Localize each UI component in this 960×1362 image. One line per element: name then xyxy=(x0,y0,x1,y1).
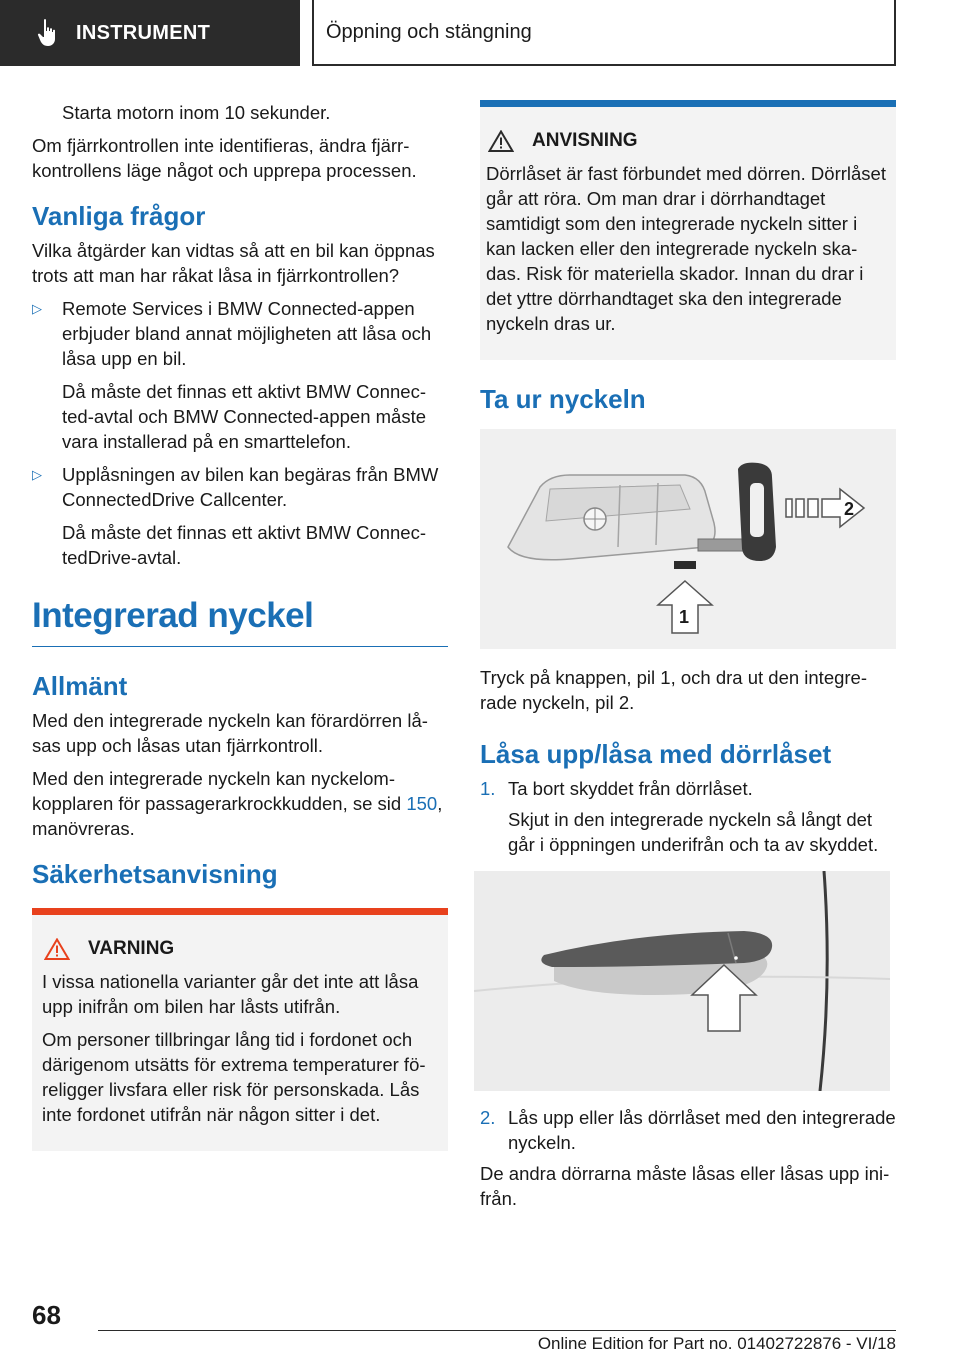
list-item xyxy=(32,296,448,371)
list-item xyxy=(480,1105,896,1155)
warning-triangle-icon xyxy=(488,129,524,153)
hand-pointer-icon xyxy=(26,0,70,66)
footer-edition: Online Edition for Part no. 01402722876 - VI/18 xyxy=(537,1334,896,1353)
warning-text-2: Om personer tillbringar lång tid i fordonet och därigenom utsätts för extrema temperaturer föreligger livsfara eller risk för personskada. Lås inte fordonet utifrån när någon sitter i det. xyxy=(42,1029,426,1125)
closing-paragraph: De andra dörrarna måste låsas eller låsas upp inifrån. xyxy=(480,1163,890,1209)
left-column xyxy=(32,100,448,1151)
lock-heading: Låsa upp/låsa med dörrlåset xyxy=(480,739,832,769)
safety-heading: Säkerhetsanvisning xyxy=(32,859,278,889)
bullet-text: Upplåsningen av bilen kan begäras från BMW ConnectedDrive Callcenter. xyxy=(62,464,439,510)
step-text: Ta bort skyddet från dörrlåset. xyxy=(508,778,753,799)
faq-question: Vilka åtgärder kan vidtas så att en bil kan öppnas trots att man har råkat låsa in fjärrkontrollen? xyxy=(32,240,435,286)
note-box xyxy=(480,100,896,360)
chapter-title: Öppning och stängning xyxy=(326,20,532,43)
general-heading: Allmänt xyxy=(32,671,128,701)
key-removal-illustration xyxy=(480,429,896,649)
chapter-header xyxy=(312,0,896,66)
note-title: ANVISNING xyxy=(486,129,886,153)
faq-heading: Vanliga frågor xyxy=(32,201,206,231)
arrow-1-label: 1 xyxy=(679,607,690,627)
triangle-bullet-icon: ▷ xyxy=(32,301,42,316)
warning-triangle-icon xyxy=(44,937,80,961)
page-number: 68 xyxy=(32,1300,61,1330)
remove-key-paragraph: Tryck på knappen, pil 1, och dra ut den integrerade nyckeln, pil 2. xyxy=(480,667,868,713)
warning-box xyxy=(32,908,448,1151)
step-number: 1. xyxy=(480,778,496,799)
warning-title: VARNING xyxy=(42,937,438,961)
intro-paragraph: Om fjärrkontrollen inte identifieras, ändra fjärrkontrollens läge något och upprepa processen. xyxy=(32,135,417,181)
bullet-text: Remote Services i BMW Connected-appen erbjuder bland annat möjligheten att låsa och låsa upp en bil. xyxy=(62,298,432,369)
step-number: 2. xyxy=(480,1107,496,1128)
remove-key-heading: Ta ur nyckeln xyxy=(480,384,646,414)
right-column xyxy=(480,100,896,1219)
step-text: Lås upp eller lås dörrlåset med den integrerade nyckeln. xyxy=(508,1107,896,1153)
list-item xyxy=(32,462,448,512)
general-paragraph-1: Med den integrerade nyckeln kan förardörren låsas upp och låsas utan fjärrkontroll. xyxy=(32,710,428,756)
main-heading: Integrerad nyckel xyxy=(32,596,448,647)
general-paragraph-2: Med den integrerade nyckeln kan nyckelomkopplaren för passagerarkrockkudden, se sid 150, manövreras. xyxy=(32,768,443,839)
triangle-bullet-icon: ▷ xyxy=(32,467,42,482)
list-item xyxy=(480,776,896,801)
bullet-subtext: Då måste det finnas ett aktivt BMW ConnectedDrive-avtal. xyxy=(62,522,426,568)
warning-text-1: I vissa nationella varianter går det inte att låsa upp inifrån om bilen har låsts utifrån. xyxy=(42,971,419,1017)
step-subtext: Skjut in den integrerade nyckeln så långt det går i öppningen underifrån och ta av skyddet. xyxy=(508,809,879,855)
bullet-subtext: Då måste det finnas ett aktivt BMW Connected-avtal och BMW Connected-appen måste vara installerad på en smarttelefon. xyxy=(62,381,427,452)
door-handle-illustration xyxy=(474,871,890,1091)
section-tab xyxy=(0,0,300,66)
note-text: Dörrlåset är fast förbundet med dörren. Dörrlåset går att röra. Om man drar i dörrhandtaget samtidigt som den integrerade nyckeln sitter i kan lacken eller den integrerade nyckeln skadas. Risk för materiella skador. Innan du drar i det yttre dörrhandtaget ska den integrerade nyckeln dras ur. xyxy=(486,163,886,334)
footer-rule xyxy=(98,1330,896,1331)
page-link[interactable]: 150 xyxy=(406,793,438,814)
intro-step: Starta motorn inom 10 sekunder. xyxy=(62,102,331,123)
section-title: INSTRUMENT xyxy=(76,21,211,44)
arrow-2-label: 2 xyxy=(844,499,855,519)
